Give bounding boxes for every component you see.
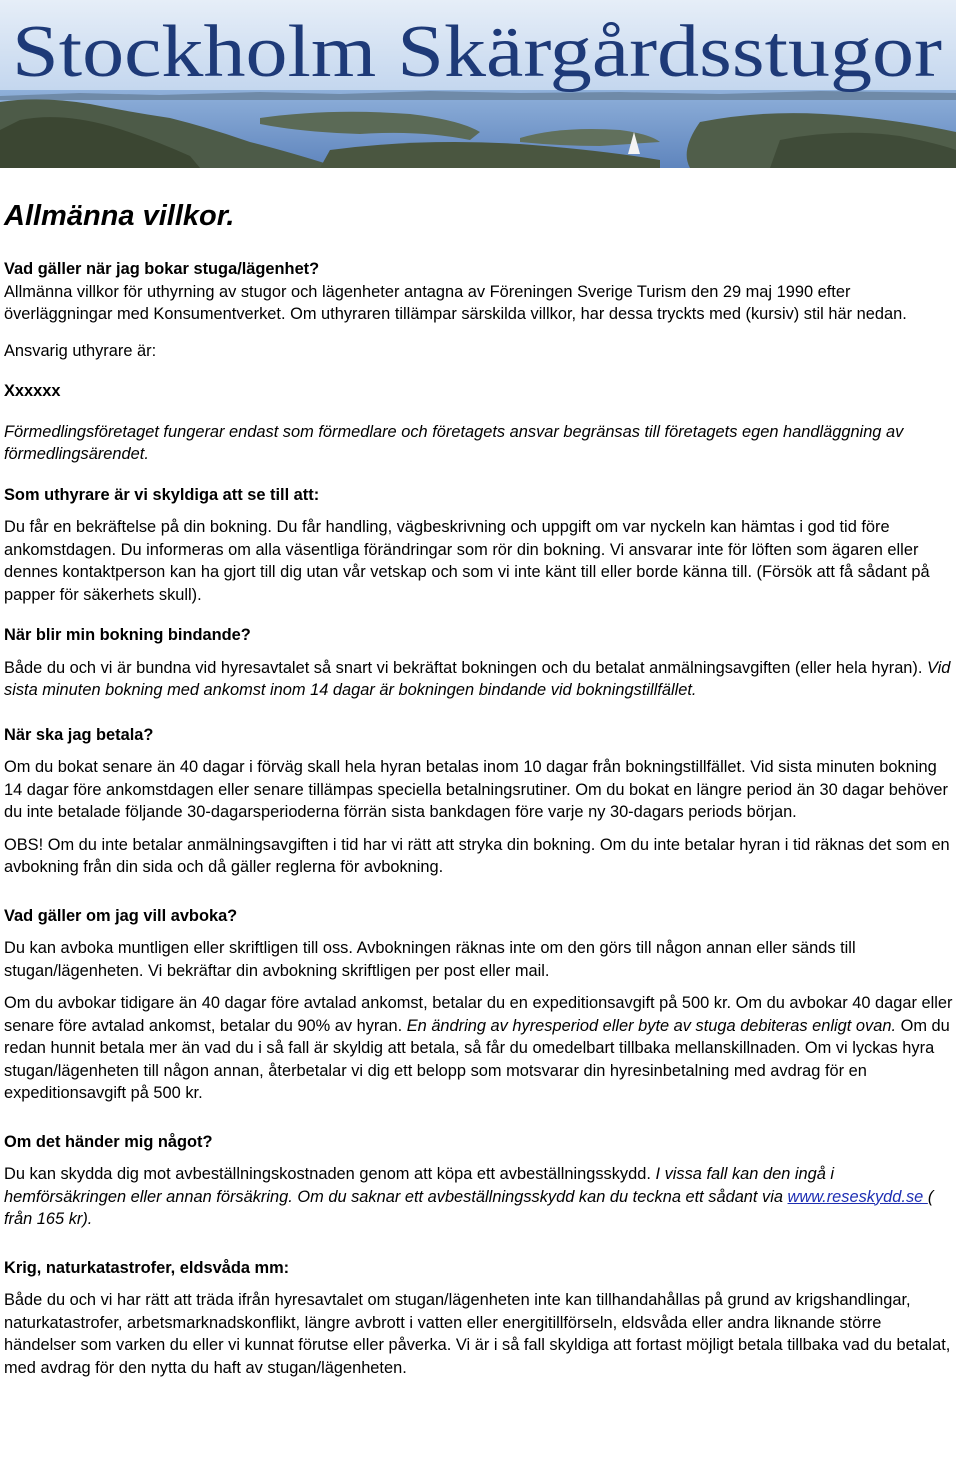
happens-text [4, 1163, 954, 1231]
cancel-text-2b: Om du redan hunnit betala mer än vad du i så fall är skyldig att betala, så får du omedelbart tillbaka mellanskillnaden. Om vi lyckas hyra stugan/lägenheten till någon annan, återbetalar vi dig ett belopp som motsvarar din hyresinbetalning med avdrag för en expeditionsavgift på 500 kr. [4, 1016, 950, 1102]
archipelago-photo [0, 0, 956, 168]
cancel-text-2 [4, 992, 954, 1105]
payment-obs: OBS! Om du inte betalar anmälningsavgiften i tid har vi rätt att stryka din bokning. Om du inte betalar hyran i tid räknas det som en avbokning från din sida och då gäller reglerna för avbokning. [4, 835, 950, 876]
banner-title: Stockholm Skärgårdsstugor [12, 11, 942, 93]
heading-happens: Om det händer mig något? [4, 1132, 213, 1151]
header-banner [0, 0, 956, 168]
payment-text: Om du bokat senare än 40 dagar i förväg skall hela hyran betalas inom 10 dagar från bokningstillfället. Vid sista minuten bokning 14 dagar före ankomstdagen eller senare tillämpas speciella betalningsrutiner. Om du bokat en längre period än 30 dagar behöver du inte betalade följande 30-dagarsperioderna förrän sista bankdagen före varje ny 30-dagars periods början. [4, 758, 948, 821]
page-title: Allmänna villkor. [4, 200, 235, 232]
happens-text-italic: I vissa fall kan den ingå i hemförsäkringen eller annan försäkring. Om du saknar ett avbeställningsskydd kan du teckna ett sådant via [4, 1165, 835, 1206]
heading-war: Krig, naturkatastrofer, eldsvåda mm: [4, 1258, 290, 1277]
heading-payment: När ska jag betala? [4, 725, 154, 744]
binding-text-plain: Både du och vi är bundna vid hyresavtalet så snart vi bekräftat bokningen och du betalat anmälningsavgiften (eller hela hyran). [4, 658, 927, 677]
responsible-label: Ansvarig uthyrare är: [4, 341, 157, 360]
main-content [4, 196, 954, 1379]
agency-note: Förmedlingsföretaget fungerar endast som förmedlare och företagets ansvar begränsas till företagets egen handläggning av förmedlingsärendet. [4, 422, 904, 463]
heading-binding: När blir min bokning bindande? [4, 626, 251, 644]
responsible-name: Xxxxxx [4, 382, 61, 400]
cancel-text-2a: Om du avbokar tidigare än 40 dagar före avtalad ankomst, betalar du en expeditionsavgift på 500 kr. Om du avbokar 40 dagar eller senare före avtalad ankomst, betalar du 90% av hyran. [4, 994, 953, 1035]
war-text: Både du och vi har rätt att träda ifrån hyresavtalet om stugan/lägenheten inte kan tillhandahållas på grund av krigshandlingar, naturkatastrofer, arbetsmarknadskonflikt, längre avbrott i vatten eller energitillförseln, eldsvåda eller andra liknande större händelser som varken du eller vi kunnat förutse eller påverka. Vi är i så fall skyldiga att fortast möjligt betala tillbaka vad du betalat, med avdrag för den nytta du haft av stugan/lägenheten. [4, 1291, 951, 1377]
cancel-text-2-italic: En ändring av hyresperiod eller byte av stuga debiteras enligt ovan. [406, 1016, 897, 1035]
happens-text-plain: Du kan skydda dig mot avbeställningskostnaden genom att köpa ett avbeställningsskydd. [4, 1165, 656, 1183]
obligations-text: Du får en bekräftelse på din bokning. Du får handling, vägbeskrivning och uppgift om var nyckeln kan hämtas i god tid före ankomstdagen. Du informeras om alla väsentliga förändringar som rör din bokning. Vi ansvarar inte för löften som ägaren eller dennes kontaktperson kan ha gjort till dig utan vår vetskap och som vi inte känt till eller borde känna till. (Försök att få sådant på papper för säkerhets skull). [4, 518, 930, 604]
cancel-text-1: Du kan avboka muntligen eller skriftligen till oss. Avbokningen räknas inte om den görs till någon annan eller sänds till stugan/lägenheten. Vi bekräftar din avbokning skriftligen per post eller mail. [4, 939, 856, 980]
happens-price: ( från 165 kr). [4, 1187, 934, 1228]
heading-obligations: Som uthyrare är vi skyldiga att se till att: [4, 485, 320, 504]
intro-text: Allmänna villkor för uthyrning av stugor och lägenheter antagna av Föreningen Sverige Turism den 29 maj 1990 efter överläggningar med Konsumentverket. Om uthyraren tillämpar särskilda villkor, har dessa tryckts med (kursiv) stil här nedan. [4, 282, 907, 323]
binding-text [4, 657, 954, 702]
heading-booking: Vad gäller när jag bokar stuga/lägenhet? [4, 260, 320, 278]
heading-cancel: Vad gäller om jag vill avboka? [4, 906, 238, 925]
reseskydd-link[interactable]: www.reseskydd.se [787, 1187, 928, 1206]
binding-text-italic: Vid sista minuten bokning med ankomst inom 14 dagar är bokningen bindande vid bokningstillfället. [4, 658, 951, 699]
